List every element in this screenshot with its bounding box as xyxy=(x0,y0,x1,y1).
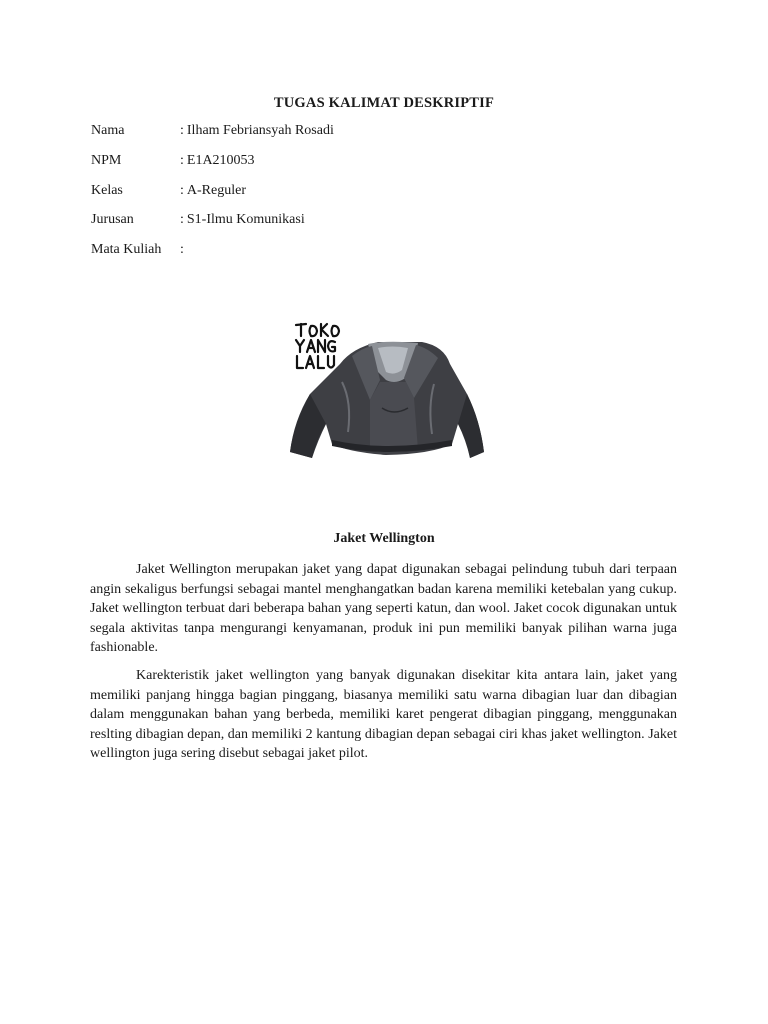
info-value xyxy=(180,122,334,140)
info-value xyxy=(180,211,305,229)
info-separator: : xyxy=(180,123,184,138)
info-value-text: E1A210053 xyxy=(186,153,255,168)
info-value-text: Ilham Febriansyah Rosadi xyxy=(186,123,334,138)
info-value xyxy=(180,241,187,259)
info-separator: : xyxy=(180,153,184,168)
jacket-drawing xyxy=(290,342,484,458)
info-label: NPM xyxy=(91,153,122,168)
info-label: Jurusan xyxy=(91,212,134,227)
jacket-photo-icon xyxy=(282,312,487,472)
section-title: Jaket Wellington xyxy=(333,531,435,546)
info-separator: : xyxy=(180,242,184,257)
jacket-figure xyxy=(282,312,487,472)
info-separator: : xyxy=(180,212,184,227)
info-label: Nama xyxy=(91,123,125,138)
paragraph-1: Jaket Wellington merupakan jaket yang dapat digunakan sebagai pelindung tubuh dari terpaan angin sekaligus berfungsi sebagai mantel menghangatkan badan karena memiliki ketebalan yang cukup. Jaket wellington terbuat dari beberapa bahan yang seperti katun, dan wool. Jaket cocok digunakan untuk segala aktivitas tanpa mengurangi kenyamanan, produk ini pun memiliki banyak pilihan warna juga fashionable. xyxy=(90,562,677,656)
info-separator: : xyxy=(180,183,184,198)
info-value xyxy=(180,182,246,200)
paragraph-2: Karekteristik jaket wellington yang banyak digunakan disekitar kita antara lain, jaket yang memiliki panjang hingga bagian pinggang, biasanya memiliki satu warna dibagian luar dan dibagian dalam menggunakan bahan yang berbeda, memiliki karet pengerat dibagian pinggang, menggunakan reslting dibagian depan, dan memiliki 2 kantung dibagian depan sebagai ciri khas jaket wellington. Jaket wellington juga sering disebut sebagai jaket pilot. xyxy=(90,668,677,762)
store-logo-icon xyxy=(296,324,339,368)
document-title: TUGAS KALIMAT DESKRIPTIF xyxy=(273,95,495,111)
info-label: Kelas xyxy=(91,183,123,198)
info-value xyxy=(180,152,255,170)
info-value-text: A-Reguler xyxy=(186,183,246,198)
info-value-text: S1-Ilmu Komunikasi xyxy=(186,212,305,227)
info-label: Mata Kuliah xyxy=(91,242,162,257)
